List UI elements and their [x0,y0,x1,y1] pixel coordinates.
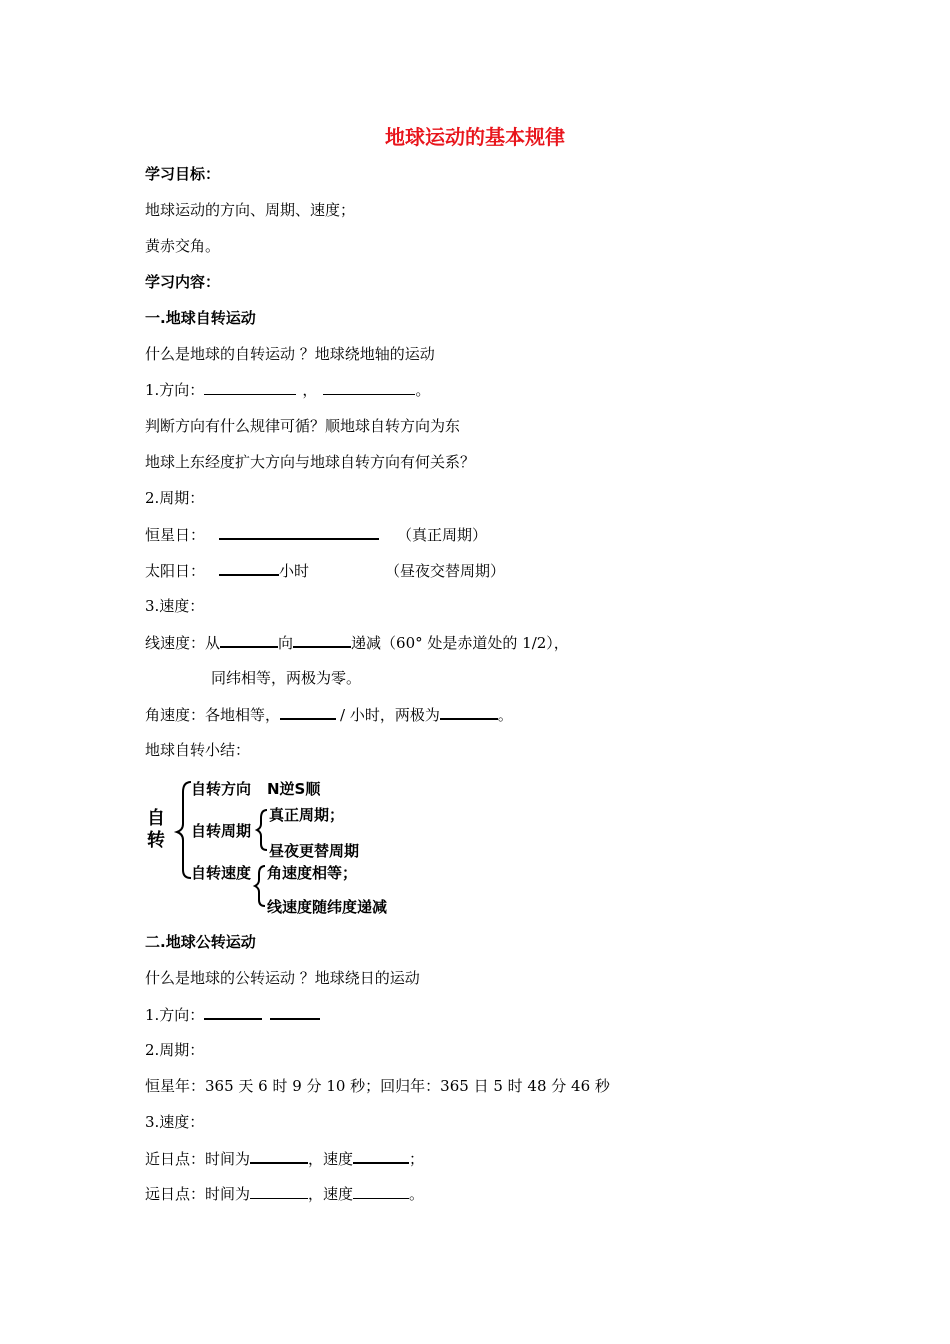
diagram-speed: 自转速度 [191,864,252,882]
separator: ， [302,381,318,399]
rotation-definition: 什么是地球的自转运动 ？地球绕地轴的运动 [145,345,435,363]
blank-field[interactable] [293,632,351,648]
speed-label: 3.速度： [145,597,205,615]
end-mark: 。 [415,381,431,399]
blank-field[interactable] [219,560,279,576]
question-text: 判断方向有什么规律可循？顺地球自转方向为东 [145,417,461,435]
solar-note: （昼夜交替周期） [385,562,506,580]
speed-brace [255,866,265,906]
rotation-summary-label: 地球自转小结： [145,741,251,759]
objectives-heading: 学习目标： [145,165,221,183]
linear-text: 向 [278,634,294,652]
perihelion-row [145,1148,424,1169]
diagram-period-item: 真正周期； [269,806,345,824]
content-heading: 学习内容： [145,273,221,291]
revolution-period-text: 恒星年：365 天 6 时 9 分 10 秒；回归年：365 日 5 时 48 分 46 秒 [145,1077,610,1095]
diagram-root: 自 [147,808,165,829]
linear-text: 递减（60° 处是赤道处的 1/2）， [351,634,569,652]
blank-field[interactable] [204,380,296,395]
angular-text: 角速度：各地相等， [145,706,281,724]
diagram-direction: 自转方向 [191,780,252,798]
perihelion-text: ，速度 [308,1150,354,1168]
solar-day-row [145,560,505,581]
blank-field[interactable] [219,524,379,540]
blank-field[interactable] [280,704,336,720]
main-brace [177,782,191,878]
rotation-summary-diagram [145,772,445,922]
blank-field[interactable] [270,1004,320,1020]
linear-speed-note: 同纬相等，两极为零。 [211,669,362,687]
revolution-heading: 二.地球公转运动 [145,933,256,951]
blank-field[interactable] [353,1148,409,1164]
blank-field[interactable] [250,1184,308,1199]
diagram-speed-item: 角速度相等； [267,864,358,882]
question-text: 地球上东经度扩大方向与地球自转方向有何关系？ [145,453,476,471]
angular-text: / 小时，两极为 [340,706,440,724]
page-title: 地球运动的基本规律 [385,125,565,149]
direction-label: 1.方向： [145,1006,205,1024]
diagram-period-item: 昼夜更替周期 [269,842,360,860]
linear-text: 线速度：从 [145,634,221,652]
perihelion-text: ； [409,1150,425,1168]
aphelion-text: 远日点：时间为 [145,1185,251,1203]
sidereal-day-row [145,524,487,545]
perihelion-text: 近日点：时间为 [145,1150,251,1168]
revolution-direction-row [145,1004,320,1025]
blank-field[interactable] [204,1004,262,1020]
blank-field[interactable] [250,1148,308,1164]
blank-field[interactable] [440,704,498,720]
period-brace [257,810,267,850]
revolution-period-label: 2.周期： [145,1041,205,1059]
sidereal-label: 恒星日： [145,526,206,544]
blank-field[interactable] [220,632,278,648]
rotation-direction-row [145,380,430,400]
diagram-root: 转 [147,830,165,851]
aphelion-text: ，速度 [308,1185,354,1203]
aphelion-row [145,1184,424,1204]
linear-speed-row [145,632,569,653]
solar-label: 太阳日： [145,562,206,580]
diagram-direction-value: N逆S顺 [267,780,321,798]
aphelion-text: 。 [409,1185,425,1203]
blank-field[interactable] [353,1184,409,1199]
sidereal-note: （真正周期） [397,526,488,544]
period-label: 2.周期： [145,489,205,507]
objective-item: 黄赤交角。 [145,237,221,255]
diagram-speed-item: 线速度随纬度递减 [267,898,388,916]
revolution-definition: 什么是地球的公转运动 ？地球绕日的运动 [145,969,420,987]
direction-label: 1.方向： [145,381,205,399]
rotation-heading: 一.地球自转运动 [145,309,256,327]
diagram-period: 自转周期 [191,822,252,840]
objective-item: 地球运动的方向、周期、速度； [145,201,356,219]
angular-text: 。 [497,706,513,724]
revolution-speed-label: 3.速度： [145,1113,205,1131]
angular-speed-row [145,704,513,725]
blank-field[interactable] [323,380,415,395]
solar-unit: 小时 [279,562,310,580]
